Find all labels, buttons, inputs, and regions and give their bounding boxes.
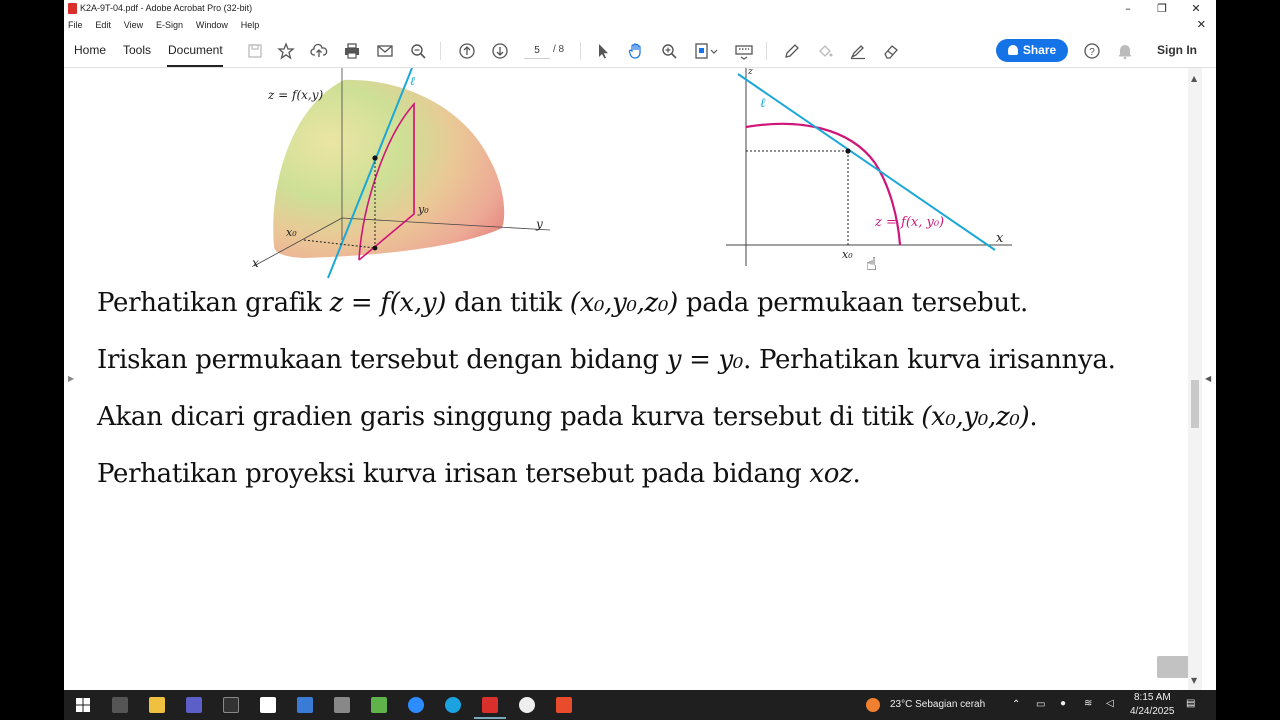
x0-label: x₀ bbox=[842, 248, 853, 261]
star-icon[interactable] bbox=[277, 42, 295, 60]
surface-3d-figure bbox=[244, 68, 564, 280]
window-title: K2A-9T-04.pdf - Adobe Acrobat Pro (32-bit) bbox=[80, 3, 253, 13]
toolbar-separator bbox=[766, 42, 767, 60]
acrobat-icon[interactable] bbox=[482, 697, 498, 713]
x0-label: x₀ bbox=[286, 226, 297, 239]
previous-page-icon[interactable] bbox=[458, 42, 476, 60]
z-f-xy-label: z = f(x,y) bbox=[268, 88, 324, 102]
vertical-scrollbar[interactable] bbox=[1188, 68, 1202, 690]
tab-document[interactable]: Document bbox=[168, 43, 223, 57]
app-icon[interactable] bbox=[445, 697, 461, 713]
notepad-icon[interactable] bbox=[260, 697, 276, 713]
left-panel-toggle-icon[interactable]: ▶ bbox=[68, 374, 75, 383]
minimize-button[interactable]: – bbox=[1125, 2, 1131, 15]
y0-label: y₀ bbox=[418, 203, 429, 216]
menu-file[interactable]: File bbox=[68, 20, 83, 30]
menu-view[interactable]: View bbox=[123, 20, 144, 30]
title-bar bbox=[64, 0, 1216, 17]
weather-text[interactable]: 23°C Sebagian cerah bbox=[890, 699, 986, 710]
menu-window[interactable]: Window bbox=[195, 20, 228, 30]
zoom-icon[interactable] bbox=[408, 697, 424, 713]
y-axis-label: y bbox=[536, 217, 543, 231]
cross-section-figure bbox=[720, 68, 1020, 280]
ell-label: ℓ bbox=[760, 96, 766, 111]
menu-help[interactable]: Help bbox=[240, 20, 260, 30]
windows-start-icon[interactable] bbox=[76, 698, 90, 712]
windows-taskbar bbox=[64, 690, 1216, 720]
x-axis-label: x bbox=[252, 256, 259, 270]
toolbar-separator bbox=[440, 42, 441, 60]
help-icon[interactable] bbox=[1083, 42, 1101, 60]
paragraph-3: Akan dicari gradien garis singgung pada kurva tersebut di titik (x₀,y₀,z₀). bbox=[97, 402, 1038, 432]
clock-time[interactable]: 8:15 AM bbox=[1134, 692, 1171, 703]
active-tab-indicator bbox=[167, 65, 223, 67]
pen-comment-icon[interactable] bbox=[783, 42, 801, 60]
next-page-icon[interactable] bbox=[491, 42, 509, 60]
app-icon[interactable] bbox=[297, 697, 313, 713]
weather-icon bbox=[866, 698, 880, 712]
upload-cloud-icon[interactable] bbox=[310, 42, 328, 60]
document-page[interactable] bbox=[64, 68, 1188, 690]
eraser-icon[interactable] bbox=[882, 42, 900, 60]
highlighter-icon[interactable] bbox=[849, 42, 867, 60]
zoom-in-icon[interactable] bbox=[660, 42, 678, 60]
share-label: Share bbox=[1022, 43, 1057, 57]
app-icon[interactable] bbox=[334, 697, 350, 713]
microphone-icon[interactable]: ● bbox=[1060, 698, 1067, 709]
ell-label: ℓ bbox=[410, 74, 415, 88]
paragraph-1: Perhatikan grafik z = f(x,y) dan titik (x₀,y₀,z₀) pada permukaan tersebut. bbox=[97, 288, 1028, 318]
zoom-search-icon[interactable] bbox=[409, 42, 427, 60]
select-cursor-icon[interactable] bbox=[594, 42, 612, 60]
toolbar bbox=[64, 33, 1216, 68]
hand-tool-icon[interactable] bbox=[627, 42, 645, 60]
curve-label: z = f(x, y₀) bbox=[875, 215, 945, 230]
battery-icon[interactable]: ▭ bbox=[1036, 699, 1046, 710]
app-icon[interactable] bbox=[371, 697, 387, 713]
menu-bar bbox=[64, 17, 1216, 33]
surface-patch bbox=[273, 80, 504, 258]
email-icon[interactable] bbox=[376, 42, 394, 60]
share-person-icon bbox=[1008, 45, 1018, 55]
volume-icon[interactable]: ◁ bbox=[1106, 698, 1114, 709]
tangent-point bbox=[845, 148, 850, 153]
tab-home[interactable]: Home bbox=[74, 43, 107, 57]
hand-cursor-icon: ☝ bbox=[866, 254, 877, 275]
page-total: / 8 bbox=[553, 44, 565, 55]
notification-center-icon[interactable]: ▤ bbox=[1186, 698, 1196, 709]
maximize-button[interactable]: ❐ bbox=[1157, 2, 1167, 15]
tab-tools[interactable]: Tools bbox=[123, 43, 152, 57]
sign-in-button[interactable]: Sign In bbox=[1157, 43, 1197, 57]
share-button[interactable] bbox=[996, 39, 1068, 62]
expand-panel-icon[interactable]: ◀ bbox=[1205, 374, 1212, 383]
file-explorer-icon[interactable] bbox=[149, 697, 165, 713]
acrobat-window bbox=[64, 0, 1216, 690]
page-display-control[interactable] bbox=[1157, 656, 1188, 678]
keyboard-icon[interactable] bbox=[735, 42, 753, 60]
right-panel-toggle[interactable] bbox=[1202, 68, 1216, 690]
terminal-icon[interactable] bbox=[223, 697, 239, 713]
close-document-icon[interactable]: ✕ bbox=[1196, 19, 1206, 31]
fit-page-dropdown-icon[interactable] bbox=[694, 42, 720, 60]
notification-bell-icon[interactable] bbox=[1116, 42, 1134, 60]
clock-date[interactable]: 4/24/2025 bbox=[1130, 706, 1175, 717]
scroll-thumb[interactable] bbox=[1191, 380, 1199, 428]
chevron-up-icon[interactable]: ⌃ bbox=[1012, 699, 1021, 710]
x-axis-label: x bbox=[996, 231, 1004, 246]
paragraph-4: Perhatikan proyeksi kurva irisan tersebut pada bidang xoz. bbox=[97, 459, 861, 489]
print-icon[interactable] bbox=[343, 42, 361, 60]
point-on-surface bbox=[372, 155, 377, 160]
save-icon[interactable] bbox=[246, 42, 264, 60]
scroll-down-icon[interactable]: ▼ bbox=[1191, 676, 1198, 685]
active-app-indicator bbox=[474, 717, 506, 719]
pdf-app-icon bbox=[68, 3, 77, 14]
app-icon[interactable] bbox=[519, 697, 535, 713]
task-view-icon[interactable] bbox=[112, 697, 128, 713]
fill-bucket-icon[interactable] bbox=[816, 42, 834, 60]
close-button[interactable]: ✕ bbox=[1191, 2, 1201, 15]
page-number-input[interactable] bbox=[524, 43, 550, 59]
app-icon[interactable] bbox=[556, 697, 572, 713]
paragraph-2: Iriskan permukaan tersebut dengan bidang y = y₀. Perhatikan kurva irisannya. bbox=[97, 345, 1116, 375]
projection-point bbox=[373, 246, 378, 251]
svg-text:?: ? bbox=[1089, 47, 1095, 58]
scroll-up-icon[interactable]: ▲ bbox=[1191, 74, 1198, 83]
menu-esign[interactable]: E-Sign bbox=[156, 20, 184, 30]
teams-icon[interactable] bbox=[186, 697, 202, 713]
wifi-icon[interactable]: ≋ bbox=[1084, 698, 1093, 709]
z-axis-label: z bbox=[748, 68, 753, 77]
tangent-line bbox=[738, 74, 995, 250]
toolbar-separator bbox=[580, 42, 581, 60]
menu-edit[interactable]: Edit bbox=[95, 20, 111, 30]
